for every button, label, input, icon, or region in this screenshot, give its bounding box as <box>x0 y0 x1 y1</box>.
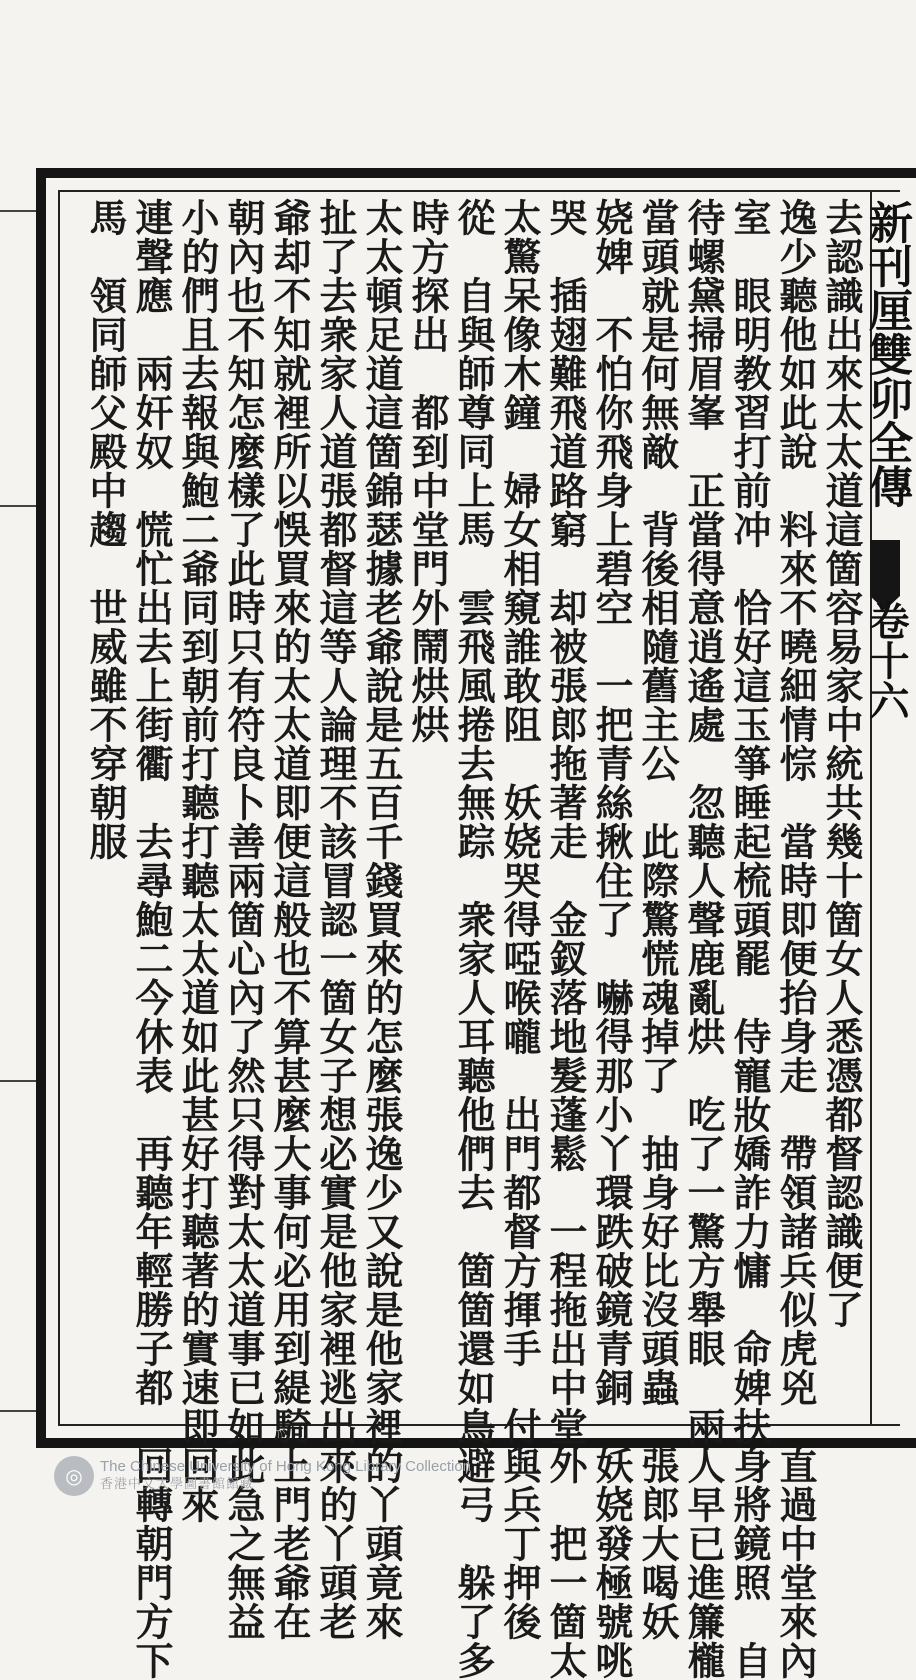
text-column-2: 逸少聽他如此說 料來不曉細情悰 當時即便抬身走 帶領諸兵似虎兇 直過中堂來內 <box>773 198 818 1680</box>
text-column-10: 時方探出 都到中堂門外鬧烘烘 <box>405 198 450 744</box>
binding-thread-mark <box>0 505 40 507</box>
text-column-14: 朝內也不知怎麼樣了此時只有符良卜善兩箇心內了然只得對太太道事已如此急之無益 <box>221 198 266 1641</box>
text-column-9: 從 自與師尊同上馬 雲飛風捲去無踪 衆家人耳聽他們去 箇箇還如鳥避弓 躲了多 <box>451 198 496 1680</box>
text-column-11: 太太頓足道這箇錦瑟據老爺說是五百千錢買來的怎麼張逸少又說是他家裡的丫頭竟來 <box>359 198 404 1641</box>
binding-thread-mark <box>0 210 40 212</box>
text-column-16: 連聲應 兩奸奴 慌忙出去上街衢 去尋鮑二今休表 再聽年輕勝子都 回轉朝門方下 <box>129 198 174 1680</box>
library-watermark <box>54 1456 471 1496</box>
text-column-15: 小的們且去報與鮑二爺同到朝前打聽打聽太太道如此甚好打聽著的實速即回來 <box>175 198 220 1524</box>
fishtail-mark <box>870 540 900 596</box>
text-column-6: 娆婢 不怕你飛身上碧空 一把青絲揪住了 嚇得那小丫環跌破鏡青銅 妖娆發極號咷 <box>589 198 634 1680</box>
binding-thread-mark <box>0 1410 40 1412</box>
binding-thread-mark <box>0 1080 40 1082</box>
watermark-english: The Chinese University of Hong Kong Library Collection <box>100 1458 472 1475</box>
book-title: 新刊厘雙卯全傳 <box>861 200 912 508</box>
text-column-7: 哭 插翅難飛道路窮 却被張郎拖著走 金釵落地髮蓬鬆 一程拖出中堂外 把一箇太 <box>543 198 588 1680</box>
text-column-8: 太驚呆像木鐘 婦女相窺誰敢阻 妖娆哭得啞喉嚨 出門都督方揮手 付與兵丁押後 <box>497 198 542 1641</box>
text-column-13: 爺却不知就裡所以悞買來的太太道即便這般也不算甚麼大事何必用到緹騎上門老爺在 <box>267 198 312 1641</box>
volume-label: 卷十六 <box>863 600 910 720</box>
text-column-4: 待螺黛掃眉峯 正當得意逍遙處 忽聽人聲鹿亂烘 吃了一驚方舉眼 兩人早已進簾櫳 <box>681 198 726 1680</box>
text-column-17: 馬 領同師父殿中趨 世威雖不穿朝服 <box>83 198 128 861</box>
watermark-chinese: 香港中文大學圖書館館藏 <box>100 1477 255 1492</box>
text-column-5: 當頭就是何無敵 背後相隨舊主公 此際驚慌魂掉了 抽身好比沒頭蟲 張郎大喝妖 <box>635 198 680 1641</box>
cuhk-library-logo-icon: ◎ <box>54 1456 94 1496</box>
text-column-3: 室 眼明教習打前冲 恰好這玉箏睡起梳頭罷 侍寵妝嬌詐力慵 命婢扶身將鏡照 自 <box>727 198 772 1680</box>
text-column-12: 扯了去衆家人道張都督這等人論理不該冒認一箇女子想必實是他家裡逃出來的丫頭老 <box>313 198 358 1641</box>
text-column-1: 去認識出來太太道這箇容易家中統共幾十箇女人悉憑都督認識便了 <box>819 198 864 1329</box>
